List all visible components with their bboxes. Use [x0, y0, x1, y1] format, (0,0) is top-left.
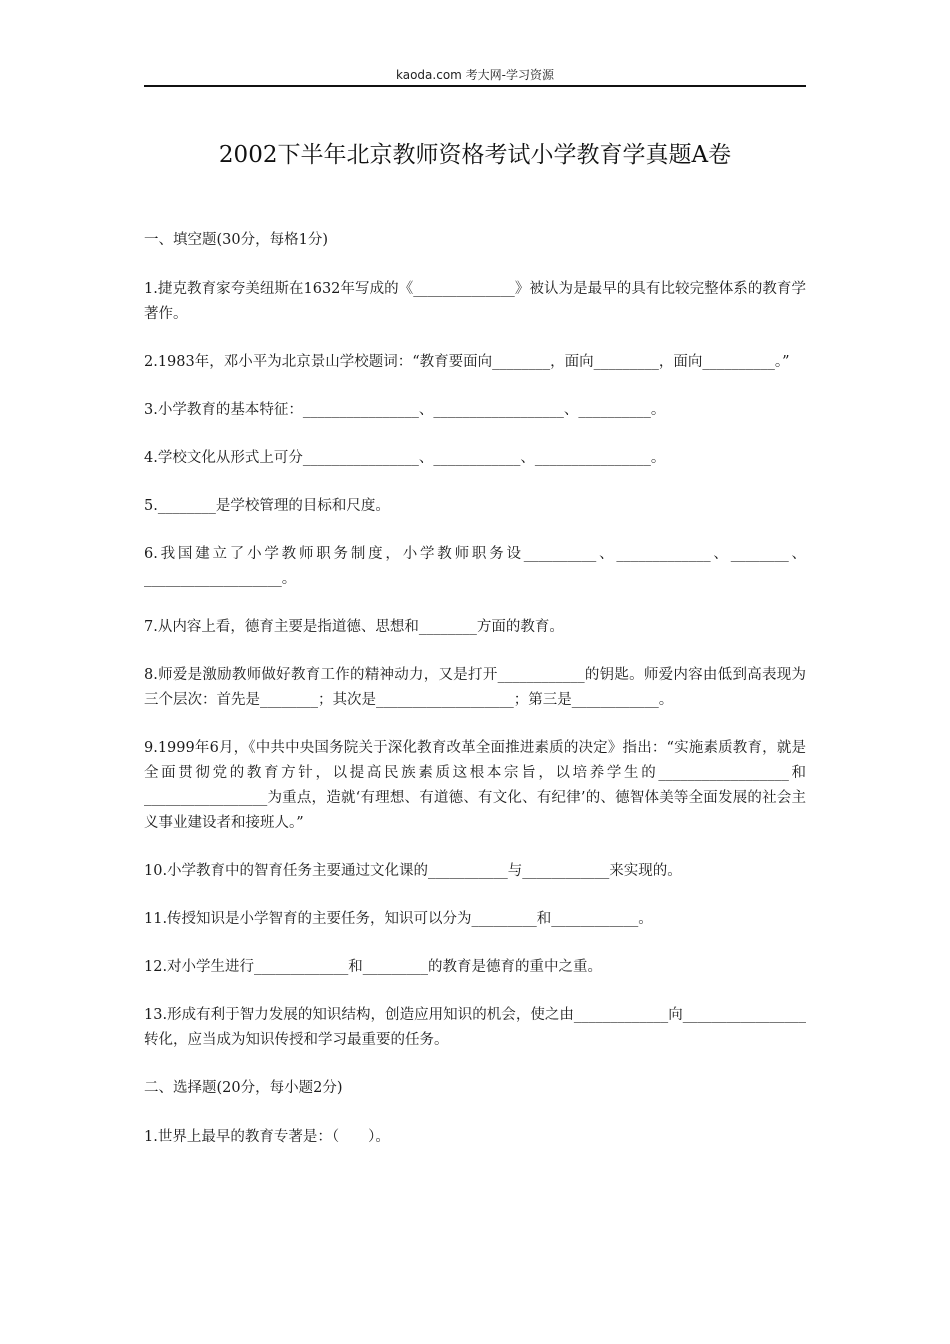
question-2: 2.1983年，邓小平为北京景山学校题词：“教育要面向________，面向_________，面向__________。”	[144, 354, 790, 370]
question-12: 12.对小学生进行_____________和_________的教育是德育的重中之重。	[144, 959, 603, 975]
question-4: 4.学校文化从形式上可分________________、____________、________________。	[144, 450, 666, 466]
section-heading-choice: 二、选择题(20分，每小题2分)	[144, 1080, 343, 1096]
question-13: 13.形成有利于智力发展的知识结构，创造应用知识的机会，使之由_____________向_________________转化，应当成为知识传授和学习最重要的任务。	[144, 1007, 806, 1048]
site-header: kaoda.com 考大网-学习资源	[396, 68, 554, 82]
choice-question-1: 1.世界上最早的教育专著是：（ ）。	[144, 1129, 390, 1145]
question-6: 6.我国建立了小学教师职务制度，小学教师职务设__________、_____________、________、___________________。	[144, 546, 806, 587]
header-divider	[144, 85, 806, 87]
question-3: 3.小学教育的基本特征：________________、__________________、__________。	[144, 402, 666, 418]
question-5: 5.________是学校管理的目标和尺度。	[144, 498, 390, 514]
document-body	[144, 228, 806, 1173]
question-1: 1.捷克教育家夸美纽斯在1632年写成的《______________》被认为是最早的具有比较完整体系的教育学著作。	[144, 281, 806, 322]
section-heading-fill-in: 一、填空题(30分，每格1分)	[144, 232, 328, 248]
question-10: 10.小学教育中的智育任务主要通过文化课的___________与____________来实现的。	[144, 863, 682, 879]
question-11: 11.传授知识是小学智育的主要任务，知识可以分为_________和____________。	[144, 911, 653, 927]
document-title: 2002下半年北京教师资格考试小学教育学真题A卷	[218, 142, 732, 168]
question-9: 9.1999年6月，《中共中央国务院关于深化教育改革全面推进素质的决定》指出：“实施素质教育，就是全面贯彻党的教育方针，以提高民族素质这根本宗旨，以培养学生的__________________和_________________为重点，造就‘有理想、有道德、有文化、有纪律’的、德智体美等全面发展的社会主义事业建设者和接班人。”	[144, 740, 806, 831]
question-7: 7.从内容上看，德育主要是指道德、思想和________方面的教育。	[144, 619, 564, 635]
question-8: 8.师爱是激励教师做好教育工作的精神动力，又是打开____________的钥匙。师爱内容由低到高表现为三个层次：首先是________；其次是___________________；第三是____________。	[144, 667, 806, 708]
